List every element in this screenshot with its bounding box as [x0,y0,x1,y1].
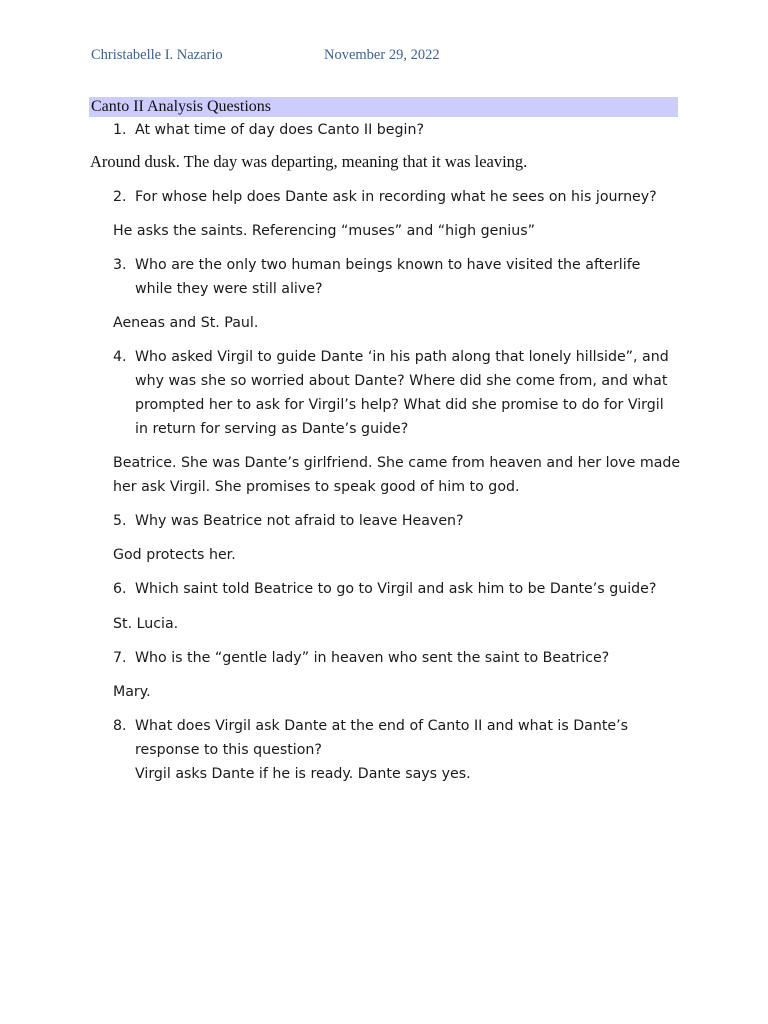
question-line: Why was Beatrice not afraid to leave Heaven? [135,513,464,529]
question-line: What does Virgil ask Dante at the end of Canto II and what is Dante’s [135,718,629,734]
author-name: Christabelle I. Nazario [91,47,223,63]
question-text [113,646,693,670]
answer-line: God protects her. [113,547,236,563]
question-number: 6. [113,581,127,597]
answer-7 [113,680,693,704]
question-1 [113,118,693,142]
answer-line: Around dusk. The day was departing, meaning that it was leaving. [90,152,528,171]
question-number: 5. [113,513,127,529]
question-text [113,118,693,142]
question-text [113,714,693,786]
answer-line: Mary. [113,684,151,700]
answer-5 [113,543,693,567]
answer-3 [113,311,693,335]
answer-line: St. Lucia. [113,616,179,632]
question-number: 7. [113,650,127,666]
answer-2 [113,219,693,243]
question-line: Who asked Virgil to guide Dante ‘in his path along that lonely hillside”, and [135,349,669,365]
answer-line: Beatrice. She was Dante’s girlfriend. She came from heaven and her love made [113,455,681,471]
question-number: 8. [113,718,127,734]
question-4 [113,345,693,441]
question-number: 3. [113,257,127,273]
answer-line: He asks the saints. Referencing “muses” and “high genius” [113,223,535,239]
document-date: November 29, 2022 [324,47,440,63]
question-text [113,185,693,209]
answer-4 [113,451,693,499]
question-text [113,509,693,533]
document-title: Canto II Analysis Questions [91,98,271,115]
question-2 [113,185,693,209]
question-line: Which saint told Beatrice to go to Virgil and ask him to be Dante’s guide? [135,581,657,597]
question-text [113,345,693,441]
question-line: Virgil asks Dante if he is ready. Dante says yes. [135,766,471,782]
question-line: Who is the “gentle lady” in heaven who sent the saint to Beatrice? [135,650,610,666]
answer-6 [113,612,693,636]
question-number: 4. [113,349,127,365]
question-number: 2. [113,189,127,205]
question-line: while they were still alive? [135,281,323,297]
question-text [113,577,693,601]
question-5 [113,509,693,533]
answer-line: her ask Virgil. She promises to speak good of him to god. [113,479,520,495]
question-line: prompted her to ask for Virgil’s help? What did she promise to do for Virgil [135,397,664,413]
question-line: For whose help does Dante ask in recording what he sees on his journey? [135,189,657,205]
question-8 [113,714,693,786]
question-line: why was she so worried about Dante? Where did she come from, and what [135,373,668,389]
question-line: in return for serving as Dante’s guide? [135,421,409,437]
question-7 [113,646,693,670]
answer-line: Aeneas and St. Paul. [113,315,259,331]
question-number: 1. [113,122,127,138]
question-text [113,253,693,301]
question-6 [113,577,693,601]
question-line: response to this question? [135,742,322,758]
question-3 [113,253,693,301]
answer-1 [90,150,527,174]
question-line: At what time of day does Canto II begin? [135,122,424,138]
question-line: Who are the only two human beings known to have visited the afterlife [135,257,641,273]
